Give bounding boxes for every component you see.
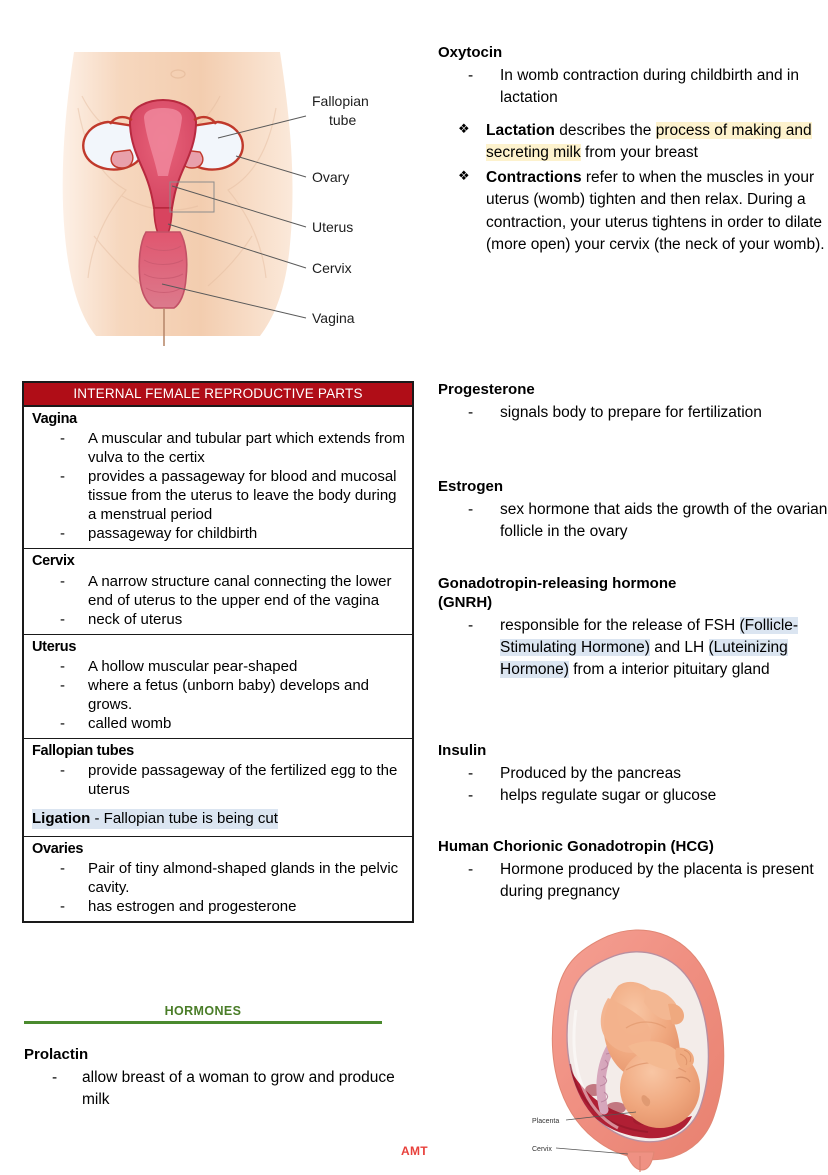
ligation-term: Ligation [32,810,91,828]
ovaries-items [30,859,406,916]
list-item [438,615,828,682]
label-fallopian-tube-line1: Fallopian [312,93,369,109]
estrogen-title: Estrogen [438,478,504,495]
gnrh-post: from a interior pituitary gland [568,661,770,679]
hormone-block-estrogen [438,478,828,544]
insulin-items [438,763,828,808]
anatomy-labels [312,93,369,326]
amt-watermark: AMT [401,1144,428,1158]
hcg-title: Human Chorionic Gonadotropin (HCG) [438,838,714,855]
hormones-heading: HORMONES [164,1004,242,1018]
label-fallopian-tube-line2: tube [329,112,357,128]
list-item: - A narrow structure canal connecting the lower end of uterus to the upper end of the vagina [30,572,406,610]
table-row-ovaries [24,837,412,921]
fetus-label-cervix: Cervix [532,1146,552,1153]
hcg-items [438,859,828,904]
list-item: - where a fetus (unborn baby) develops and grows. [30,676,406,714]
list-item: - has estrogen and progesterone [30,897,406,916]
lactation-highlight: process of making and secreting milk [486,121,812,162]
hormones-section-divider [24,1004,382,1024]
hormone-block-gnrh [438,575,828,682]
gnrh-items [438,615,828,682]
term-uterus: Uterus [32,638,77,655]
oxytocin-items [438,65,828,110]
list-item: - A muscular and tubular part which extends from vulva to the certix [30,429,406,467]
anatomy-diagram [22,46,422,346]
hormone-block-hcg [438,838,828,904]
table-row-cervix [24,549,412,634]
table-row-fallopian-tubes [24,739,412,837]
list-item: - passageway for childbirth [30,524,406,543]
vagina-items [30,429,406,543]
insulin-title: Insulin [438,742,487,759]
table-header: INTERNAL FEMALE REPRODUCTIVE PARTS [24,383,412,407]
gnrh-title-line1: Gonadotropin-releasing hormone [438,575,677,592]
hormone-block-prolactin [24,1046,414,1112]
oxytocin-diamond-items [438,120,828,257]
estrogen-items [438,499,828,544]
label-ovary: Ovary [312,169,350,185]
list-item: - Hormone produced by the placenta is present during pregnancy [438,859,828,904]
term-cervix: Cervix [32,553,75,570]
fallopian-tubes-items [30,761,406,799]
internal-female-reproductive-parts-table [22,381,414,923]
progesterone-title: Progesterone [438,381,535,398]
list-item: - called womb [30,714,406,733]
term-fallopian-tubes: Fallopian tubes [32,742,134,759]
contractions-term: Contractions [486,168,582,186]
table-row-uterus [24,635,412,739]
ligation-text: - Fallopian tube is being cut [90,810,278,828]
hormone-block-insulin [438,742,828,808]
label-vagina: Vagina [312,310,355,326]
list-item: - In womb contraction during childbirth and in lactation [438,65,828,110]
progesterone-items [438,402,828,424]
list-item: - A hollow muscular pear-shaped [30,657,406,676]
uterus-items [30,657,406,733]
term-vagina: Vagina [32,411,77,427]
term-ovaries: Ovaries [32,840,84,857]
gnrh-mid: and LH [649,638,709,656]
list-item: - sex hormone that aids the growth of the ovarian follicle in the ovary [438,499,828,544]
hormone-block-progesterone [438,381,828,424]
prolactin-items [24,1067,414,1112]
lactation-post: from your breast [580,144,698,162]
list-item: - provides a passageway for blood and mucosal tissue from the uterus to leave the body during a menstrual period [30,467,406,524]
label-uterus: Uterus [312,219,354,235]
list-item: - helps regulate sugar or glucose [438,785,828,807]
gnrh-highlight-fsh: (Follicle-Stimulating Hormone) [500,616,799,656]
gnrh-title-line2: (GNRH) [438,593,493,611]
gnrh-pre: responsible for the release of FSH [500,616,740,634]
list-item: - Produced by the pancreas [438,763,828,785]
ligation-note [32,809,278,829]
gnrh-title [438,575,828,613]
lactation-pre: describes the [554,121,656,139]
list-item: - signals body to prepare for fertilization [438,402,828,424]
table-row-vagina [24,407,412,549]
fetus-diagram [500,920,828,1175]
cervix-items [30,572,406,629]
list-item: - provide passageway of the fertilized egg to the uterus [30,761,406,799]
list-item-lactation [438,120,828,165]
oxytocin-title: Oxytocin [438,44,503,61]
lactation-term: Lactation [486,121,555,139]
contractions-text: refer to when the muscles in your uterus (womb) tighten and then relax. During a contraction, your uterus tightens in order to dilate (more open) your cervix (the neck of your womb). [486,168,825,254]
prolactin-title: Prolactin [24,1046,89,1063]
list-item: - Pair of tiny almond-shaped glands in the pelvic cavity. [30,859,406,897]
label-cervix: Cervix [312,260,352,276]
gnrh-highlight-lh: (Luteinizing Hormone) [500,638,788,679]
list-item-contractions [438,167,828,257]
hormone-block-oxytocin [438,44,828,259]
list-item: - allow breast of a woman to grow and produce milk [24,1067,414,1112]
hormones-rule [24,1021,382,1024]
list-item: - neck of uterus [30,610,406,629]
fetus-label-placenta: Placenta [532,1118,560,1125]
